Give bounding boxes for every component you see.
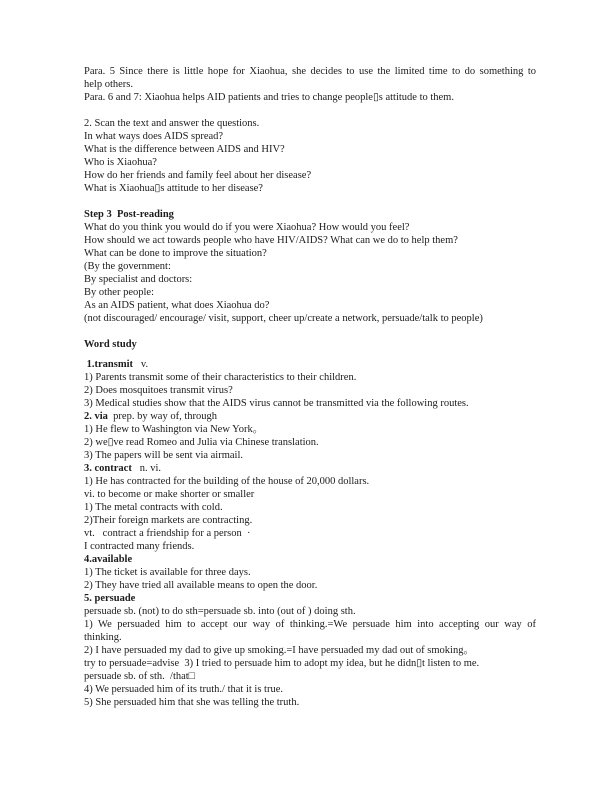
text-line — [84, 553, 536, 566]
body-text: vi. to become or make shorter or smaller — [84, 489, 255, 500]
text-line — [84, 475, 536, 488]
body-text: What is Xiaohua▯s attitude to her disease? — [84, 183, 263, 194]
body-text: 2. Scan the text and answer the questions. — [84, 118, 260, 129]
text-line — [84, 670, 536, 683]
text-line — [84, 618, 536, 631]
body-text: 1) We persuaded him to accept our way of thinking.=We persuade him into accepting our way of — [84, 619, 536, 630]
text-line — [84, 358, 536, 371]
body-text: thinking. — [84, 632, 122, 643]
body-text: I contracted many friends. — [84, 541, 195, 552]
text-line — [84, 247, 536, 260]
text-line — [84, 696, 536, 709]
text-line — [84, 657, 536, 670]
text-line — [84, 169, 536, 182]
text-line — [84, 156, 536, 169]
text-line — [84, 644, 536, 657]
text-line — [84, 286, 536, 299]
body-text: How do her friends and family feel about her disease? — [84, 170, 312, 181]
text-line — [84, 579, 536, 592]
text-line — [84, 143, 536, 156]
body-text: 3) The papers will be sent via airmail. — [84, 450, 244, 461]
text-line — [84, 273, 536, 286]
bold-text: 2. via — [84, 411, 108, 422]
body-text: 2) I have persuaded my dad to give up smoking.=I have persuaded my dad out of smoking。 — [84, 645, 474, 656]
body-text: What do you think you would do if you were Xiaohua? How would you feel? — [84, 222, 410, 233]
body-text: vt. contract a friendship for a person · — [84, 528, 251, 539]
text-line — [84, 501, 536, 514]
text-line — [84, 260, 536, 273]
text-line — [84, 384, 536, 397]
body-text: By other people: — [84, 287, 154, 298]
text-line — [84, 65, 536, 78]
body-text: Para. 6 and 7: Xiaohua helps AID patients and tries to change people▯s attitude to them. — [84, 92, 454, 103]
text-line — [84, 540, 536, 553]
text-line — [84, 566, 536, 579]
text-line — [84, 423, 536, 436]
bold-text: Word study — [84, 339, 137, 350]
body-text: 2) They have tried all available means to open the door. — [84, 580, 318, 591]
body-text: As an AIDS patient, what does Xiaohua do? — [84, 300, 270, 311]
document-text — [84, 65, 536, 709]
body-text: prep. by way of, through — [107, 411, 217, 422]
text-line — [84, 208, 536, 221]
bold-text: 5. persuade — [84, 593, 136, 604]
bold-text: 3. contract — [84, 463, 132, 474]
text-line — [84, 117, 536, 130]
blank-line — [84, 195, 536, 208]
body-text: 1) He flew to Washington via New York。 — [84, 424, 264, 435]
body-text: Para. 5 Since there is little hope for Xiaohua, she decides to use the limited time to do something to — [84, 66, 536, 77]
body-text: (By the government: — [84, 261, 171, 272]
text-line — [84, 631, 536, 644]
text-line — [84, 527, 536, 540]
text-line — [84, 299, 536, 312]
bold-text: 1.transmit — [84, 359, 133, 370]
text-line — [84, 683, 536, 696]
text-line — [84, 449, 536, 462]
body-text: 2) Does mosquitoes transmit virus? — [84, 385, 233, 396]
text-line — [84, 182, 536, 195]
body-text: persuade sb. of sth. /that□ — [84, 671, 196, 682]
text-line — [84, 78, 536, 91]
body-text: try to persuade=advise 3) I tried to persuade him to adopt my idea, but he didn▯t listen to me. — [84, 658, 480, 669]
body-text: Who is Xiaohua? — [84, 157, 157, 168]
bold-text: 4.available — [84, 554, 133, 565]
text-line — [84, 221, 536, 234]
body-text: 2)Their foreign markets are contracting. — [84, 515, 253, 526]
text-line — [84, 91, 536, 104]
body-text: (not discouraged/ encourage/ visit, support, cheer up/create a network, persuade/talk to people) — [84, 313, 483, 324]
text-line — [84, 514, 536, 527]
text-line — [84, 397, 536, 410]
text-line — [84, 410, 536, 423]
body-text: 5) She persuaded him that she was telling the truth. — [84, 697, 300, 708]
body-text: 1) Parents transmit some of their characteristics to their children. — [84, 372, 357, 383]
body-text: 4) We persuaded him of its truth./ that it is true. — [84, 684, 284, 695]
body-text: help others. — [84, 79, 133, 90]
text-line — [84, 312, 536, 325]
body-text: 1) The metal contracts with cold. — [84, 502, 223, 513]
text-line — [84, 234, 536, 247]
text-line — [84, 462, 536, 475]
body-text: 1) He has contracted for the building of the house of 20,000 dollars. — [84, 476, 370, 487]
body-text: In what ways does AIDS spread? — [84, 131, 224, 142]
body-text: n. vi. — [131, 463, 161, 474]
blank-line — [84, 325, 536, 338]
text-line — [84, 371, 536, 384]
blank-line — [84, 104, 536, 117]
text-line — [84, 130, 536, 143]
text-line — [84, 605, 536, 618]
body-text: 3) Medical studies show that the AIDS virus cannot be transmitted via the following routes. — [84, 398, 469, 409]
bold-text: Step 3 Post-reading — [84, 209, 174, 220]
text-line — [84, 592, 536, 605]
body-text: v. — [133, 359, 149, 370]
body-text: persuade sb. (not) to do sth=persuade sb. into (out of ) doing sth. — [84, 606, 356, 617]
text-line — [84, 338, 536, 351]
body-text: How should we act towards people who have HIV/AIDS? What can we do to help them? — [84, 235, 458, 246]
body-text: 2) we▯ve read Romeo and Julia via Chinese translation. — [84, 437, 319, 448]
text-line — [84, 436, 536, 449]
body-text: 1) The ticket is available for three days. — [84, 567, 251, 578]
body-text: By specialist and doctors: — [84, 274, 193, 285]
body-text: What is the difference between AIDS and HIV? — [84, 144, 285, 155]
text-line — [84, 488, 536, 501]
body-text: What can be done to improve the situation? — [84, 248, 267, 259]
